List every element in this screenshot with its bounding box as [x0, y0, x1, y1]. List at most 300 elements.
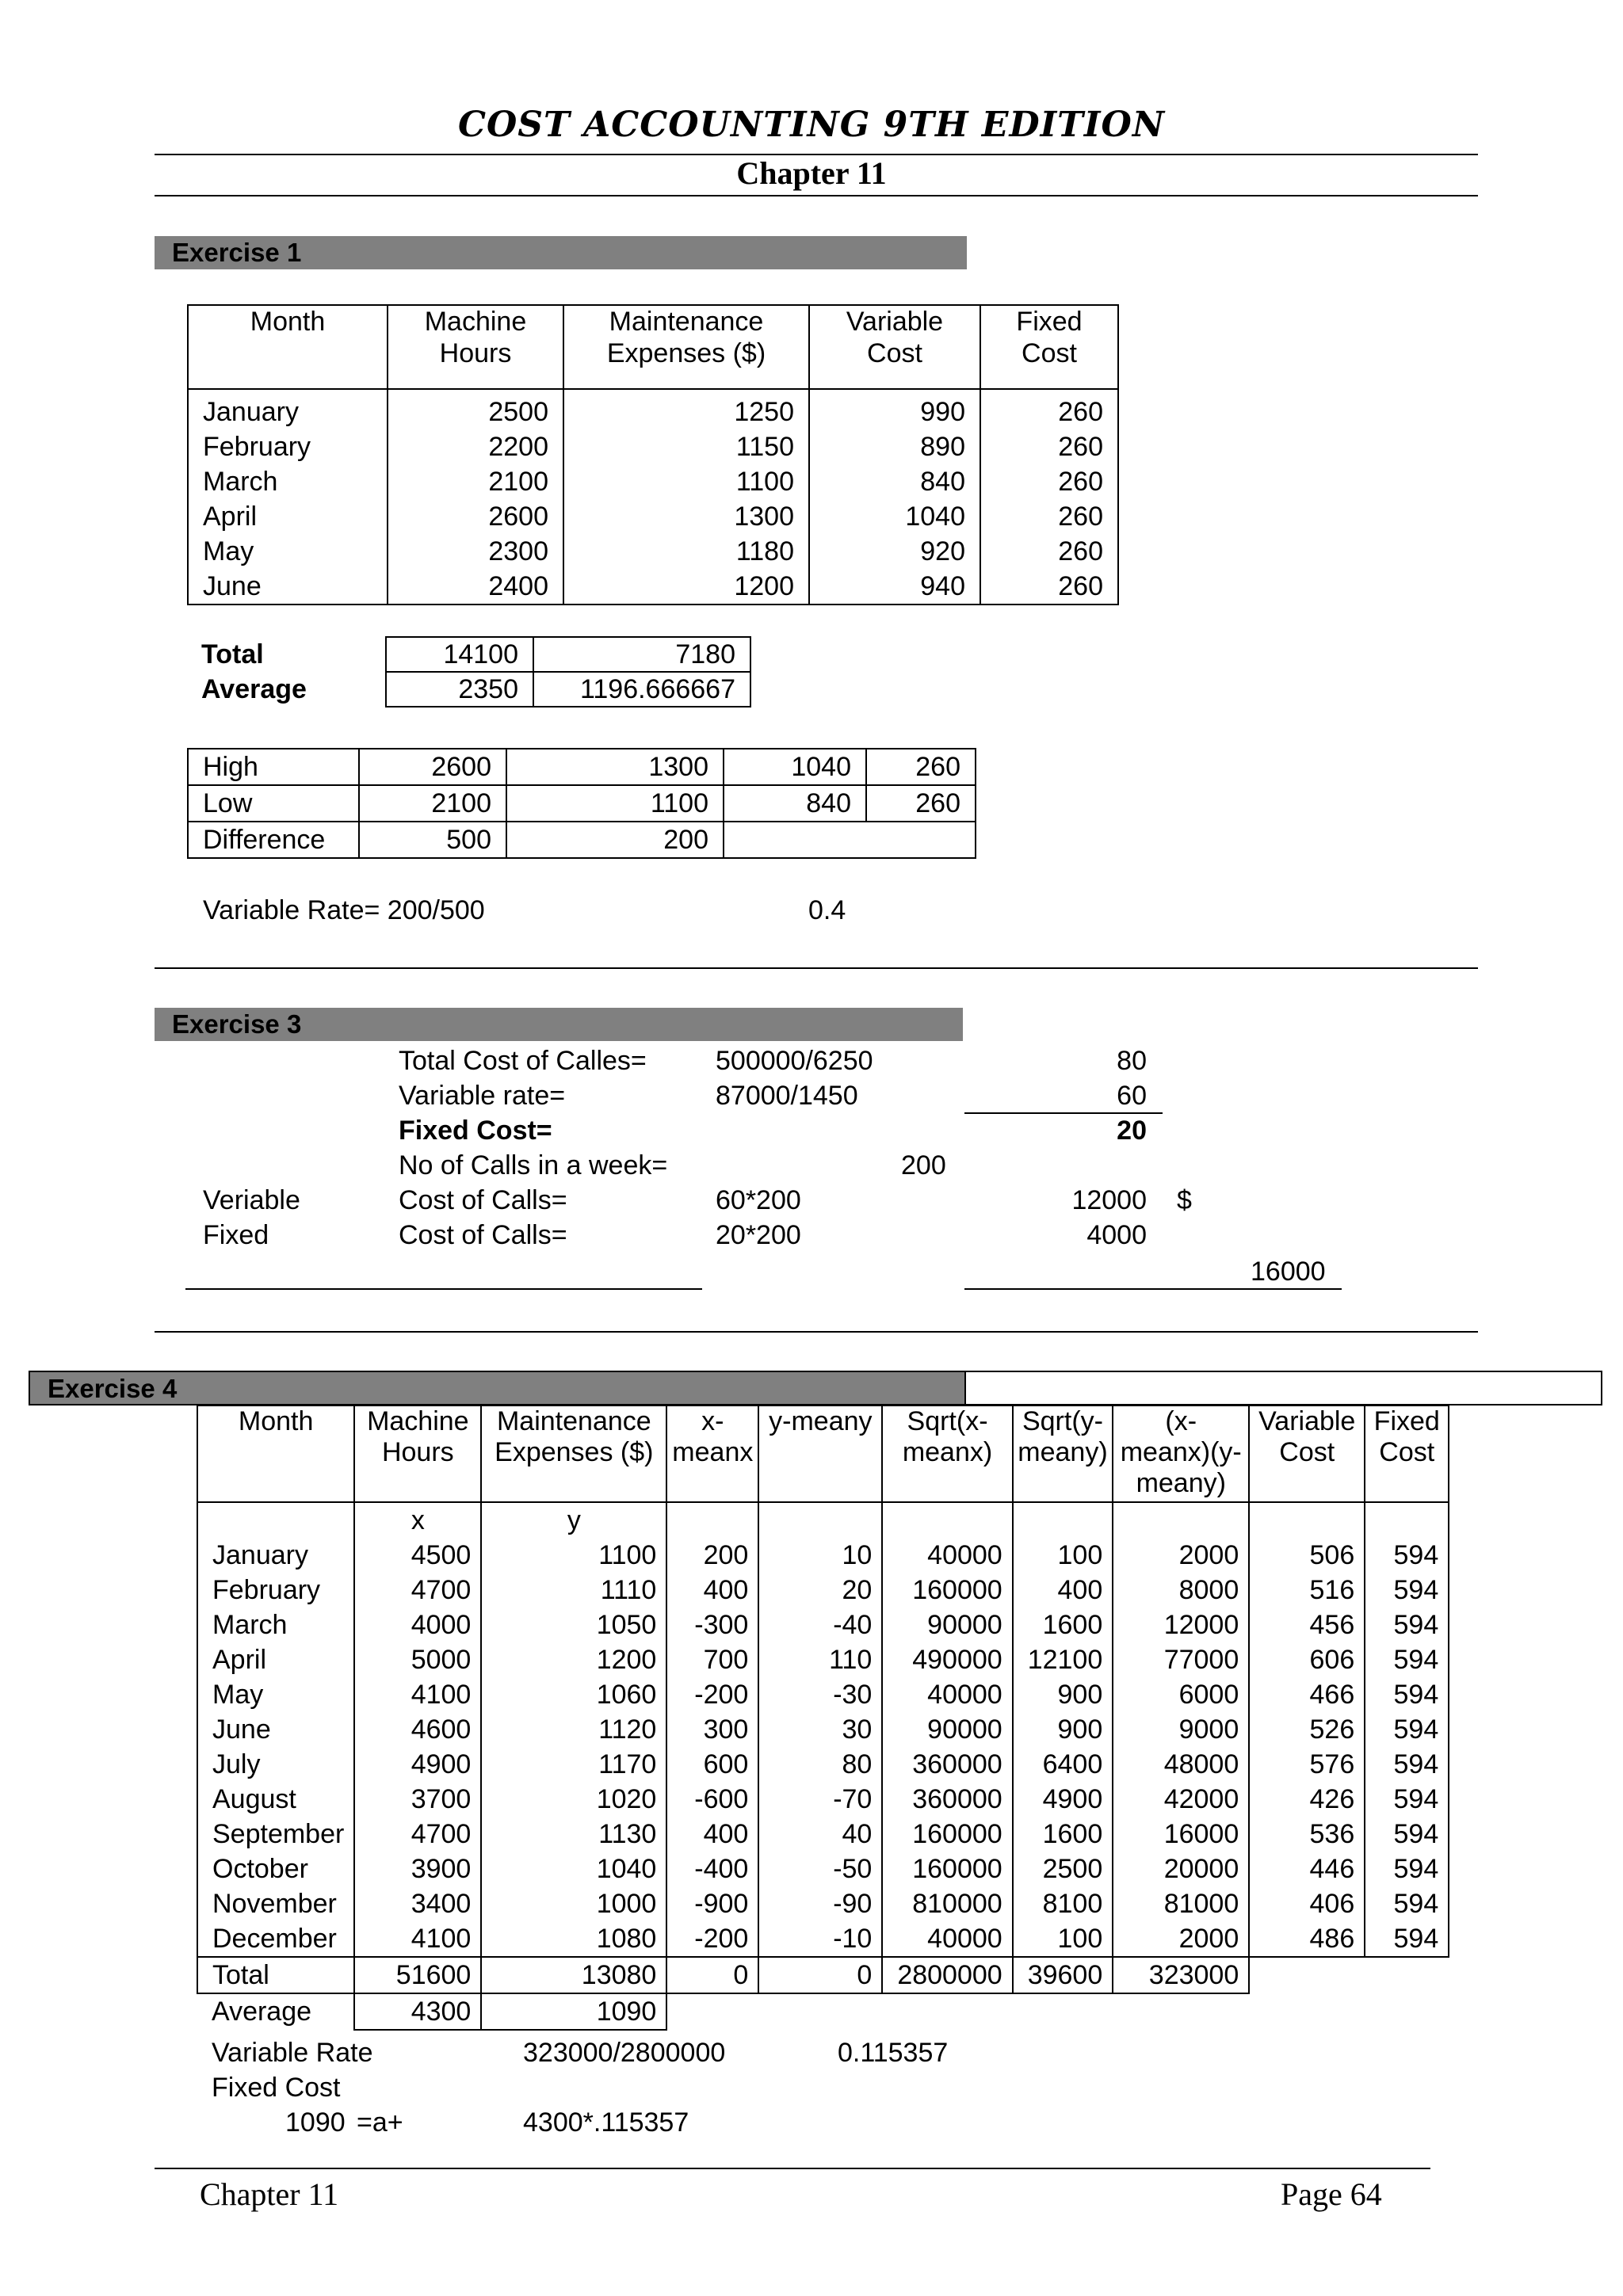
value-cell: 1300: [506, 749, 724, 785]
month-cell: February: [188, 429, 388, 464]
value-cell: -40: [758, 1608, 882, 1642]
column-header-line: Cost: [1379, 1437, 1435, 1467]
value-cell: 890: [809, 429, 980, 464]
column-header-line: y-meany: [769, 1406, 873, 1436]
value-cell: 1250: [563, 389, 809, 429]
value-cell: 2000: [1113, 1538, 1249, 1573]
column-header-line: meany): [1018, 1437, 1108, 1467]
column-header-line: Cost: [867, 338, 922, 368]
value-cell: 1200: [563, 569, 809, 605]
value-cell: 1080: [481, 1921, 666, 1957]
value-cell: 8100: [1013, 1886, 1113, 1921]
fixed-cost-label: Fixed Cost: [212, 2073, 341, 2103]
value-cell: 1060: [481, 1677, 666, 1712]
value-cell: 486: [1249, 1921, 1365, 1957]
value-cell: 920: [809, 534, 980, 569]
value-cell: 536: [1249, 1817, 1365, 1852]
value-cell: 40000: [882, 1677, 1012, 1712]
month-cell: January: [188, 389, 388, 429]
value-cell: 1300: [563, 499, 809, 534]
divider: [155, 195, 1478, 196]
value-cell: 990: [809, 389, 980, 429]
average-label: Average: [212, 1997, 312, 2027]
value-cell: 1110: [481, 1573, 666, 1608]
column-header-line: Cost: [1279, 1437, 1335, 1467]
equation-formula: 4300*.115357: [523, 2107, 689, 2138]
column-header: [980, 305, 1118, 389]
value-cell: 48000: [1113, 1747, 1249, 1782]
table-row: [188, 534, 1118, 569]
month-cell: May: [197, 1677, 354, 1712]
value-cell: 1040: [809, 499, 980, 534]
value-cell: 6000: [1113, 1677, 1249, 1712]
equation-operator: =a+: [357, 2107, 403, 2138]
high-low-row: [188, 749, 976, 785]
xy-label: y: [481, 1502, 666, 1538]
value-cell: 594: [1365, 1852, 1449, 1886]
exercise-3-text: 20*200: [716, 1220, 801, 1250]
average-row: [197, 1993, 1449, 2030]
value-cell: 1180: [563, 534, 809, 569]
value-cell: 360000: [882, 1782, 1012, 1817]
column-header-line: meanx): [902, 1437, 993, 1467]
summary-row: [187, 637, 750, 672]
summary-hours: 14100: [386, 637, 533, 672]
value-cell: 4100: [354, 1677, 481, 1712]
table-row: [188, 499, 1118, 534]
column-header: [1249, 1405, 1365, 1502]
exercise-3-total: 16000: [1251, 1257, 1326, 1287]
value-cell: -300: [666, 1608, 758, 1642]
value-cell: 260: [980, 534, 1118, 569]
value-cell: 3700: [354, 1782, 481, 1817]
value-cell: 2600: [388, 499, 563, 534]
total-value: 0: [666, 1957, 758, 1993]
value-cell: 500: [359, 822, 506, 858]
column-header: [666, 1405, 758, 1502]
exercise-3-text: Total Cost of Calles=: [399, 1046, 647, 1076]
value-cell: 466: [1249, 1677, 1365, 1712]
value-cell: 20: [758, 1573, 882, 1608]
xy-label: [666, 1502, 758, 1538]
value-cell: 1200: [481, 1642, 666, 1677]
total-value: 51600: [354, 1957, 481, 1993]
document-title: COST ACCOUNTING 9TH EDITION: [457, 105, 1166, 145]
xy-label: [882, 1502, 1012, 1538]
table-row: [188, 569, 1118, 605]
summary-label: Total: [201, 639, 264, 669]
value-cell: 40000: [882, 1538, 1012, 1573]
value-cell: 200: [506, 822, 724, 858]
value-cell: 594: [1365, 1677, 1449, 1712]
value-cell: 400: [1013, 1573, 1113, 1608]
value-cell: 20000: [1113, 1852, 1249, 1886]
month-cell: April: [188, 499, 388, 534]
column-header-line: Expenses ($): [606, 338, 766, 368]
variable-rate-value: 0.4: [808, 895, 846, 925]
value-cell: 260: [980, 499, 1118, 534]
footer-page-number: Page 64: [1281, 2176, 1382, 2212]
value-cell: 2500: [388, 389, 563, 429]
value-cell: 4600: [354, 1712, 481, 1747]
xy-row: [197, 1502, 1449, 1538]
value-cell: 594: [1365, 1782, 1449, 1817]
value-cell: [724, 822, 866, 858]
exercise-3-text: 500000/6250: [716, 1046, 873, 1076]
column-header: [882, 1405, 1012, 1502]
value-cell: 12000: [1113, 1608, 1249, 1642]
table-row: [188, 389, 1118, 429]
equation-term: 1090: [285, 2107, 346, 2138]
table-row: [197, 1677, 1449, 1712]
exercise-3-heading: [155, 1008, 963, 1041]
value-cell: 90000: [882, 1712, 1012, 1747]
month-cell: September: [197, 1817, 354, 1852]
xy-label: [1013, 1502, 1113, 1538]
value-cell: [866, 822, 976, 858]
column-header-line: Hours: [439, 338, 512, 368]
value-cell: 42000: [1113, 1782, 1249, 1817]
variable-rate-value: 0.115357: [838, 2038, 949, 2068]
value-cell: 594: [1365, 1747, 1449, 1782]
value-cell: 100: [1013, 1538, 1113, 1573]
value-cell: 10: [758, 1538, 882, 1573]
value-cell: 1040: [481, 1852, 666, 1886]
value-cell: 594: [1365, 1712, 1449, 1747]
exercise-3-text: 87000/1450: [716, 1081, 858, 1111]
column-header-line: x-: [701, 1406, 724, 1436]
month-cell: May: [188, 534, 388, 569]
column-header-line: Cost: [1022, 338, 1077, 368]
value-cell: 2600: [359, 749, 506, 785]
summary-label: Average: [201, 673, 307, 704]
value-cell: 400: [666, 1817, 758, 1852]
value-cell: 160000: [882, 1852, 1012, 1886]
exercise-3-text: 200: [901, 1150, 946, 1180]
value-cell: 4900: [1013, 1782, 1113, 1817]
header-row: [197, 1405, 1449, 1502]
exercise-3-text: Cost of Calls=: [399, 1185, 567, 1215]
row-label: Low: [188, 785, 359, 822]
value-cell: 200: [666, 1538, 758, 1573]
exercise-3-text: Fixed Cost=: [399, 1116, 552, 1146]
month-cell: December: [197, 1921, 354, 1957]
value-cell: -90: [758, 1886, 882, 1921]
total-value: 0: [758, 1957, 882, 1993]
average-value: 4300: [354, 1993, 481, 2030]
exercise-3-value: 20: [1117, 1116, 1147, 1146]
exercise-1-heading: [155, 236, 967, 269]
summary-hours: 2350: [386, 672, 533, 707]
value-cell: 8000: [1113, 1573, 1249, 1608]
exercise-1-label: Exercise 1: [172, 238, 302, 267]
exercise-3-text: $: [1177, 1185, 1192, 1215]
value-cell: 2100: [359, 785, 506, 822]
high-low-row: [188, 785, 976, 822]
value-cell: 1050: [481, 1608, 666, 1642]
value-cell: 1100: [506, 785, 724, 822]
value-cell: 506: [1249, 1538, 1365, 1573]
value-cell: 1020: [481, 1782, 666, 1817]
column-header-line: meany): [1136, 1468, 1226, 1498]
value-cell: 1040: [724, 749, 866, 785]
table-row: [197, 1538, 1449, 1573]
column-header: [1365, 1405, 1449, 1502]
column-header: [354, 1405, 481, 1502]
exercise-1-table: [187, 304, 1119, 605]
value-cell: 3400: [354, 1886, 481, 1921]
value-cell: -50: [758, 1852, 882, 1886]
column-header-line: Fixed: [1016, 307, 1083, 337]
exercise-3-value: 12000: [1071, 1185, 1147, 1215]
value-cell: 9000: [1113, 1712, 1249, 1747]
total-row: [197, 1957, 1449, 1993]
column-header-line: meanx)(y-: [1120, 1437, 1242, 1467]
value-cell: 260: [980, 569, 1118, 605]
value-cell: 576: [1249, 1747, 1365, 1782]
value-cell: 940: [809, 569, 980, 605]
column-header-line: Hours: [381, 1437, 454, 1467]
value-cell: 5000: [354, 1642, 481, 1677]
value-cell: 594: [1365, 1538, 1449, 1573]
value-cell: 6400: [1013, 1747, 1113, 1782]
value-cell: 2000: [1113, 1921, 1249, 1957]
column-header-line: meanx: [672, 1437, 754, 1467]
xy-label: [758, 1502, 882, 1538]
month-cell: October: [197, 1852, 354, 1886]
month-cell: March: [197, 1608, 354, 1642]
row-label: Difference: [188, 822, 359, 858]
value-cell: 900: [1013, 1677, 1113, 1712]
table-row: [197, 1573, 1449, 1608]
value-cell: 81000: [1113, 1886, 1249, 1921]
column-header: [563, 305, 809, 389]
value-cell: 16000: [1113, 1817, 1249, 1852]
column-header-line: Machine: [424, 307, 527, 337]
column-header: [1113, 1405, 1249, 1502]
table-row: [197, 1782, 1449, 1817]
table-row: [197, 1852, 1449, 1886]
value-cell: 30: [758, 1712, 882, 1747]
month-cell: February: [197, 1573, 354, 1608]
column-header-line: Month: [238, 1406, 314, 1436]
table-row: [197, 1747, 1449, 1782]
value-cell: 594: [1365, 1608, 1449, 1642]
exercise-4-heading-bar: [196, 1371, 964, 1405]
total-label: Total: [197, 1957, 354, 1993]
value-cell: 600: [666, 1747, 758, 1782]
exercise-3-text: Veriable: [203, 1185, 300, 1215]
value-cell: 260: [980, 464, 1118, 499]
value-cell: 594: [1365, 1642, 1449, 1677]
high-low-row: [188, 822, 976, 858]
column-header-line: Maintenance: [609, 307, 764, 337]
value-cell: 1150: [563, 429, 809, 464]
value-cell: 2300: [388, 534, 563, 569]
value-cell: 80: [758, 1747, 882, 1782]
value-cell: 300: [666, 1712, 758, 1747]
value-cell: 594: [1365, 1886, 1449, 1921]
table-row: [197, 1886, 1449, 1921]
value-cell: 594: [1365, 1817, 1449, 1852]
column-header-line: Sqrt(x-: [907, 1406, 988, 1436]
value-cell: -70: [758, 1782, 882, 1817]
value-cell: 900: [1013, 1712, 1113, 1747]
exercise-3-value: 80: [1117, 1046, 1147, 1076]
value-cell: 260: [980, 389, 1118, 429]
column-header: [809, 305, 980, 389]
value-cell: 490000: [882, 1642, 1012, 1677]
value-cell: 100: [1013, 1921, 1113, 1957]
xy-label: [1113, 1502, 1249, 1538]
value-cell: 594: [1365, 1573, 1449, 1608]
value-cell: 4900: [354, 1747, 481, 1782]
column-header-line: Machine: [367, 1406, 469, 1436]
value-cell: 160000: [882, 1817, 1012, 1852]
value-cell: 77000: [1113, 1642, 1249, 1677]
exercise-4-label: Exercise 4: [48, 1374, 178, 1403]
value-cell: 2500: [1013, 1852, 1113, 1886]
exercise-3-text: Cost of Calls=: [399, 1220, 567, 1250]
value-cell: 160000: [882, 1573, 1012, 1608]
value-cell: -900: [666, 1886, 758, 1921]
exercise-3-value: 4000: [1086, 1220, 1147, 1250]
column-header: [388, 305, 563, 389]
value-cell: 260: [980, 429, 1118, 464]
exercise-3-text: 60*200: [716, 1185, 801, 1215]
value-cell: 1600: [1013, 1817, 1113, 1852]
value-cell: 810000: [882, 1886, 1012, 1921]
value-cell: 406: [1249, 1886, 1365, 1921]
value-cell: 1120: [481, 1712, 666, 1747]
column-header-line: Sqrt(y-: [1022, 1406, 1103, 1436]
table-row: [197, 1712, 1449, 1747]
column-header: [188, 305, 388, 389]
value-cell: 426: [1249, 1782, 1365, 1817]
value-cell: 456: [1249, 1608, 1365, 1642]
value-cell: 606: [1249, 1642, 1365, 1677]
underline: [964, 1288, 1342, 1290]
month-cell: January: [197, 1538, 354, 1573]
xy-label: [1249, 1502, 1365, 1538]
value-cell: 1600: [1013, 1608, 1113, 1642]
value-cell: 1000: [481, 1886, 666, 1921]
value-cell: 4700: [354, 1573, 481, 1608]
value-cell: 110: [758, 1642, 882, 1677]
month-cell: June: [197, 1712, 354, 1747]
table-row: [188, 429, 1118, 464]
value-cell: 2200: [388, 429, 563, 464]
xy-label: [197, 1502, 354, 1538]
variable-rate-label: Variable Rate= 200/500: [203, 895, 485, 925]
value-cell: 840: [809, 464, 980, 499]
value-cell: 90000: [882, 1608, 1012, 1642]
table-row: [197, 1608, 1449, 1642]
exercise-3-value: 60: [1117, 1081, 1147, 1111]
month-cell: April: [197, 1642, 354, 1677]
total-value: 323000: [1113, 1957, 1249, 1993]
variable-rate-label: Variable Rate: [212, 2038, 373, 2068]
exercise-3-text: Variable rate=: [399, 1081, 566, 1111]
value-cell: -600: [666, 1782, 758, 1817]
underline: [964, 1112, 1163, 1114]
column-header: [758, 1405, 882, 1502]
total-value: 13080: [481, 1957, 666, 1993]
table-row: [188, 464, 1118, 499]
value-cell: 526: [1249, 1712, 1365, 1747]
value-cell: 1100: [563, 464, 809, 499]
table-row: [197, 1817, 1449, 1852]
month-cell: August: [197, 1782, 354, 1817]
underline: [185, 1288, 702, 1290]
value-cell: 40: [758, 1817, 882, 1852]
value-cell: 4700: [354, 1817, 481, 1852]
value-cell: 4100: [354, 1921, 481, 1957]
exercise-1-high-low-table: [187, 748, 976, 859]
variable-rate-formula: 323000/2800000: [523, 2038, 726, 2068]
value-cell: 40000: [882, 1921, 1012, 1957]
total-value: 2800000: [882, 1957, 1012, 1993]
value-cell: -200: [666, 1921, 758, 1957]
month-cell: July: [197, 1747, 354, 1782]
column-header: [197, 1405, 354, 1502]
value-cell: 700: [666, 1642, 758, 1677]
column-header-line: Expenses ($): [495, 1437, 654, 1467]
empty-cell: [1249, 1957, 1365, 1993]
exercise-3-text: No of Calls in a week=: [399, 1150, 668, 1180]
empty-cell: [1365, 1957, 1449, 1993]
column-header-line: (x-: [1165, 1406, 1197, 1436]
month-cell: March: [188, 464, 388, 499]
divider: [155, 967, 1478, 969]
value-cell: 12100: [1013, 1642, 1113, 1677]
exercise-4-table: [197, 1405, 1449, 2031]
value-cell: -10: [758, 1921, 882, 1957]
average-value: 1090: [481, 1993, 666, 2030]
value-cell: -30: [758, 1677, 882, 1712]
value-cell: 260: [866, 785, 976, 822]
summary-expenses: 1196.666667: [533, 672, 750, 707]
chapter-heading: Chapter 11: [736, 155, 887, 191]
value-cell: 2100: [388, 464, 563, 499]
value-cell: -400: [666, 1852, 758, 1886]
value-cell: 446: [1249, 1852, 1365, 1886]
column-header-line: Variable: [846, 307, 944, 337]
row-label: High: [188, 749, 359, 785]
column-header-line: Variable: [1258, 1406, 1356, 1436]
xy-label: [1365, 1502, 1449, 1538]
value-cell: 3900: [354, 1852, 481, 1886]
value-cell: 1100: [481, 1538, 666, 1573]
value-cell: 594: [1365, 1921, 1449, 1957]
value-cell: 260: [866, 749, 976, 785]
month-cell: June: [188, 569, 388, 605]
total-value: 39600: [1013, 1957, 1113, 1993]
month-cell: November: [197, 1886, 354, 1921]
value-cell: 4000: [354, 1608, 481, 1642]
value-cell: 400: [666, 1573, 758, 1608]
table-row: [197, 1642, 1449, 1677]
value-cell: 360000: [882, 1747, 1012, 1782]
value-cell: -200: [666, 1677, 758, 1712]
exercise-3-text: Fixed: [203, 1220, 269, 1250]
summary-expenses: 7180: [533, 637, 750, 672]
exercise-3-label: Exercise 3: [172, 1009, 302, 1039]
footer-divider: [155, 2168, 1430, 2169]
exercise-1-summary: [187, 636, 751, 707]
summary-row: [187, 672, 750, 707]
column-header-line: Fixed: [1373, 1406, 1440, 1436]
